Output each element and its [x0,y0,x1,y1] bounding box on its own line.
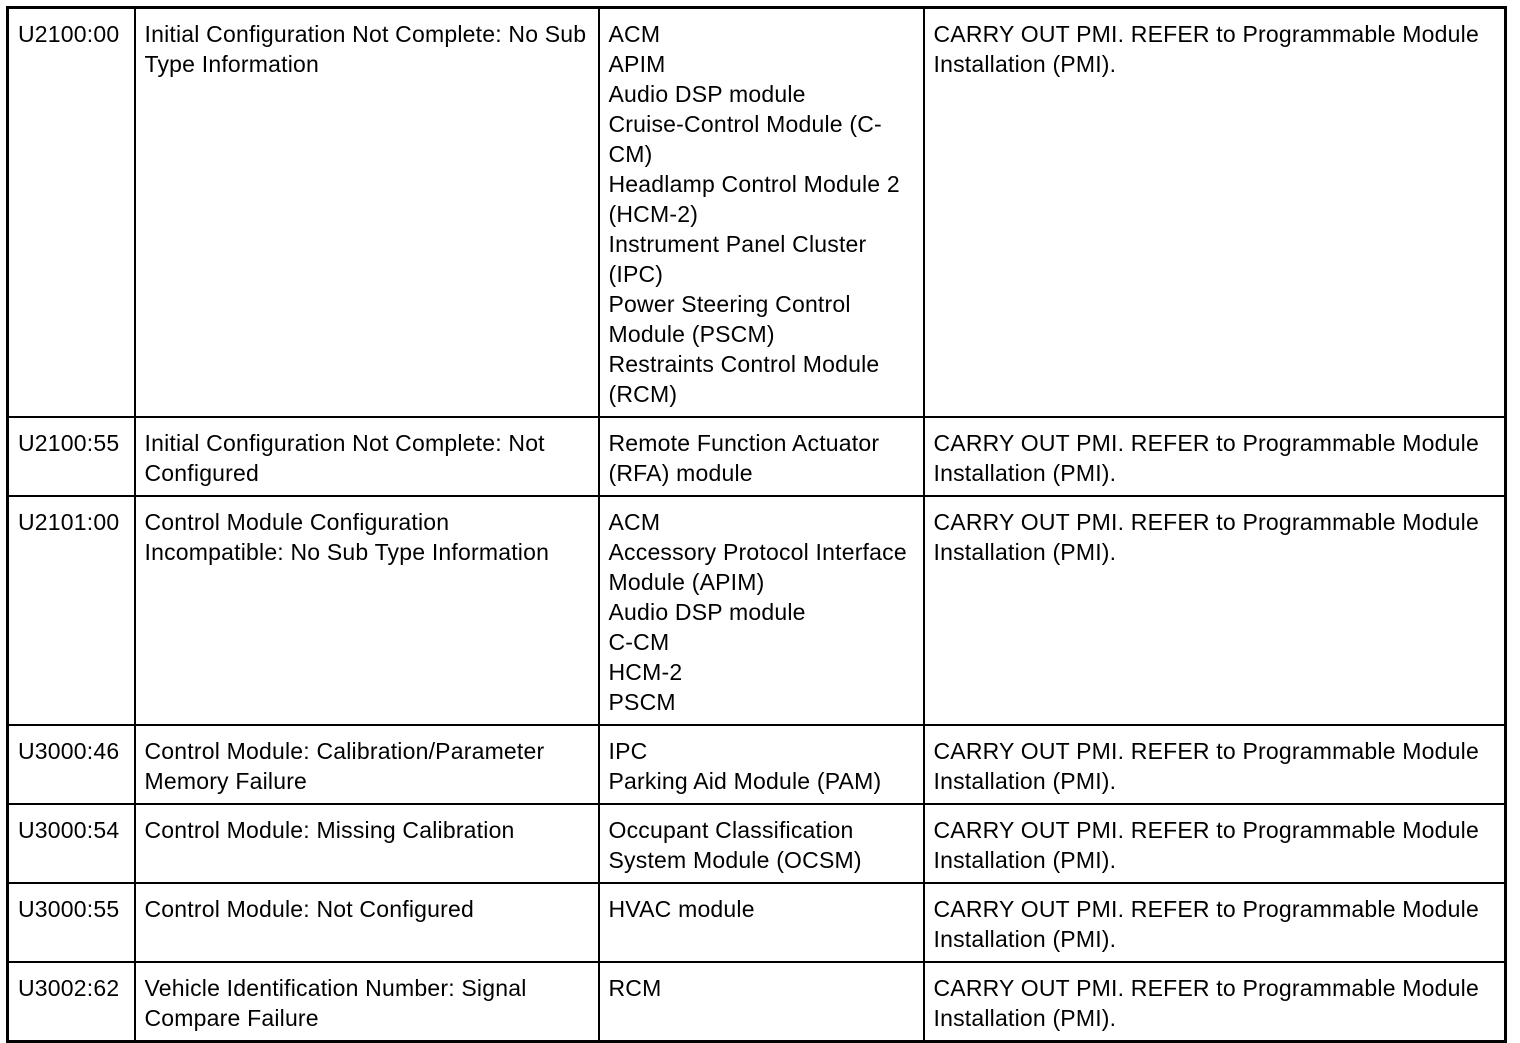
source-module: Audio DSP module [608,599,806,625]
source-module: RCM [608,975,662,1001]
source-module: Restraints Control Module (RCM) [608,351,880,407]
dtc-code: U3000:54 [8,804,135,883]
dtc-source-modules [599,883,924,962]
dtc-source-modules [599,417,924,496]
dtc-source-modules [599,725,924,804]
dtc-source-modules [599,962,924,1042]
source-module: PSCM [608,689,676,715]
source-module: Audio DSP module [608,81,806,107]
dtc-code: U2100:00 [8,8,135,418]
source-module: ACM [608,509,661,535]
table-row [8,417,1506,496]
source-module: Cruise-Control Module (C-CM) [608,111,882,167]
dtc-source-modules [599,804,924,883]
dtc-action: CARRY OUT PMI. REFER to Programmable Module Installation (PMI). [924,8,1506,418]
dtc-source-modules [599,496,924,725]
table-row [8,962,1506,1042]
source-module: IPC [608,738,648,764]
dtc-code: U3000:46 [8,725,135,804]
source-module: Headlamp Control Module 2 (HCM-2) [608,171,900,227]
table-row [8,496,1506,725]
dtc-code: U2100:55 [8,417,135,496]
dtc-action: CARRY OUT PMI. REFER to Programmable Module Installation (PMI). [924,417,1506,496]
dtc-action: CARRY OUT PMI. REFER to Programmable Module Installation (PMI). [924,725,1506,804]
dtc-description: Initial Configuration Not Complete: Not Configured [135,417,599,496]
dtc-action: CARRY OUT PMI. REFER to Programmable Module Installation (PMI). [924,804,1506,883]
dtc-description: Control Module: Calibration/Parameter Memory Failure [135,725,599,804]
table-row [8,883,1506,962]
source-module: HVAC module [608,896,755,922]
source-module: Remote Function Actuator (RFA) module [608,430,880,486]
dtc-description: Initial Configuration Not Complete: No Sub Type Information [135,8,599,418]
dtc-description: Vehicle Identification Number: Signal Compare Failure [135,962,599,1042]
dtc-code: U3002:62 [8,962,135,1042]
dtc-table [6,6,1507,1043]
dtc-description: Control Module: Missing Calibration [135,804,599,883]
dtc-code: U2101:00 [8,496,135,725]
table-row [8,8,1506,418]
source-module: C-CM [608,629,670,655]
dtc-source-modules [599,8,924,418]
dtc-description: Control Module Configuration Incompatible: No Sub Type Information [135,496,599,725]
source-module: APIM [608,51,666,77]
table-row [8,804,1506,883]
dtc-action: CARRY OUT PMI. REFER to Programmable Module Installation (PMI). [924,883,1506,962]
source-module: Instrument Panel Cluster (IPC) [608,231,867,287]
dtc-action: CARRY OUT PMI. REFER to Programmable Module Installation (PMI). [924,496,1506,725]
source-module: HCM-2 [608,659,683,685]
dtc-code: U3000:55 [8,883,135,962]
dtc-action: CARRY OUT PMI. REFER to Programmable Module Installation (PMI). [924,962,1506,1042]
source-module: Parking Aid Module (PAM) [608,768,882,794]
source-module: ACM [608,21,661,47]
dtc-description: Control Module: Not Configured [135,883,599,962]
source-module: Power Steering Control Module (PSCM) [608,291,851,347]
source-module: Accessory Protocol Interface Module (APIM) [608,539,907,595]
source-module: Occupant Classification System Module (OCSM) [608,817,862,873]
table-row [8,725,1506,804]
